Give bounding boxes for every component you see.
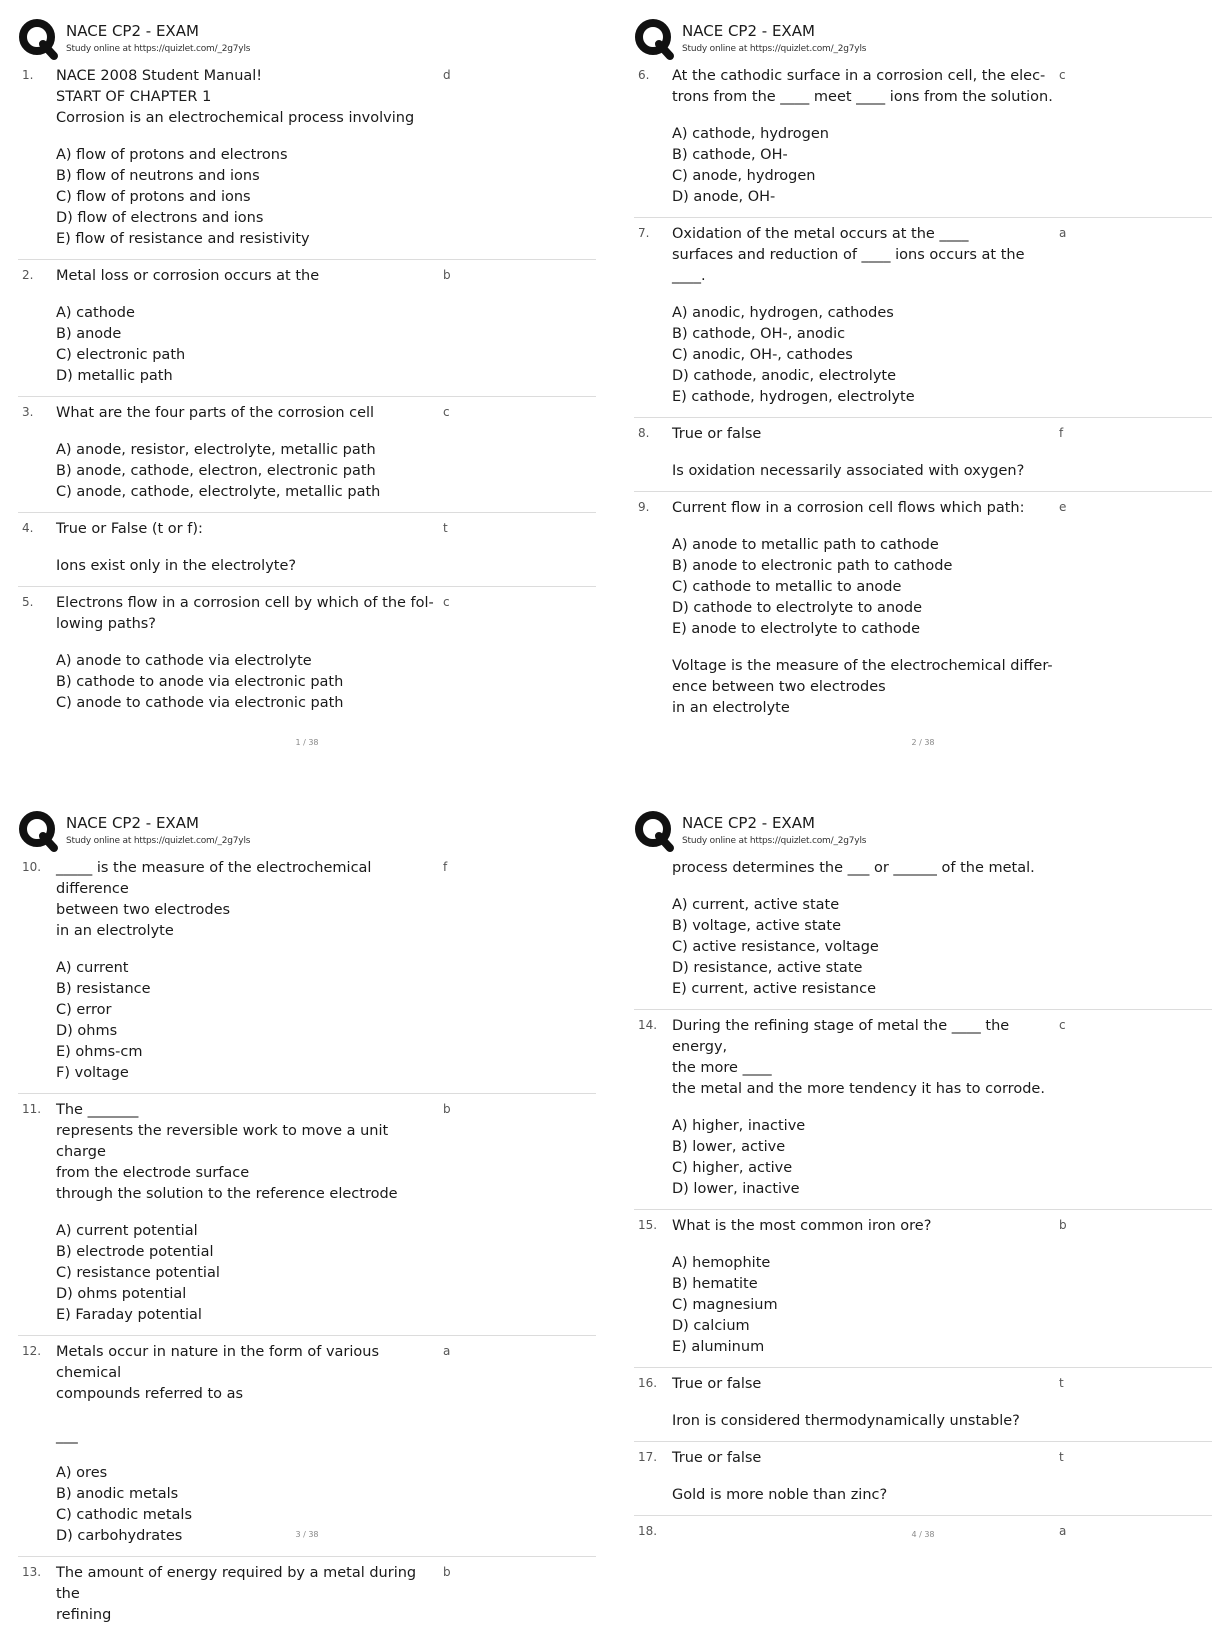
question-text [672, 1016, 1056, 1100]
answer-option: C) anode to cathode via electronic path [56, 695, 344, 711]
question-text-line: from the electrode surface [56, 1165, 250, 1181]
question-number: 11. [22, 1102, 42, 1116]
answer-option: A) anode to metallic path to cathode [672, 537, 939, 553]
exam-title: NACE CP2 - EXAM [682, 22, 815, 40]
answer-option: B) hematite [672, 1276, 758, 1292]
question-text-line: What are the four parts of the corrosion cell [56, 405, 375, 421]
question-row [18, 587, 596, 723]
question-number: 17. [638, 1450, 658, 1464]
answer-option: D) metallic path [56, 368, 173, 384]
question-number: 18. [638, 1524, 658, 1538]
study-link[interactable]: Study online at https://quizlet.com/_2g7yls [682, 44, 867, 54]
answer-option: B) voltage, active state [672, 918, 842, 934]
answer-option [672, 640, 1056, 656]
answer-option: B) resistance [56, 981, 151, 997]
page-number: 1 / 38 [295, 738, 319, 747]
answer-option: E) flow of resistance and resistivity [56, 231, 310, 247]
quizlet-logo-icon [634, 18, 674, 58]
answer-option: B) anodic metals [56, 1486, 179, 1502]
question-number: 8. [638, 426, 650, 440]
question-number: 16. [638, 1376, 658, 1390]
question-text-line: What is the most common iron ore? [672, 1218, 932, 1234]
question-text [56, 266, 440, 287]
question-answer: b [443, 1102, 451, 1116]
answer-option: C) error [56, 1002, 112, 1018]
page-header [18, 808, 596, 852]
question-text-line: _____ is the measure of the electrochemical difference [56, 860, 372, 897]
answer-option: D) cathode to electrolyte to anode [672, 600, 923, 616]
answer-option: A) anode to cathode via electrolyte [56, 653, 312, 669]
answer-options [672, 461, 1056, 482]
question-text-line: the metal and the more tendency it has to corrode. [672, 1081, 1045, 1097]
answer-option: E) cathode, hydrogen, electrolyte [672, 389, 915, 405]
answer-options [672, 895, 1056, 1000]
question-text [672, 66, 1056, 108]
answer-option: C) cathode to metallic to anode [672, 579, 902, 595]
answer-option: A) higher, inactive [672, 1118, 806, 1134]
answer-option: C) anode, hydrogen [672, 168, 816, 184]
answer-options [672, 535, 1056, 719]
question-answer: a [1059, 1524, 1067, 1538]
question-text-line: The _______ [56, 1102, 139, 1118]
answer-options [56, 145, 440, 250]
question-number: 10. [22, 860, 42, 874]
answer-option: C) active resistance, voltage [672, 939, 879, 955]
question-text [56, 403, 440, 424]
question-text-line: lowing paths? [56, 616, 157, 632]
answer-option: Is oxidation necessarily associated with oxygen? [672, 463, 1025, 479]
question-text-line: trons from the ____ meet ____ ions from the solution. [672, 89, 1053, 105]
answer-option: A) anode, resistor, electrolyte, metallic path [56, 442, 376, 458]
answer-option: C) cathodic metals [56, 1507, 193, 1523]
answer-option: C) anodic, OH-, cathodes [672, 347, 853, 363]
answer-option: C) electronic path [56, 347, 186, 363]
quizlet-logo-icon [18, 18, 58, 58]
question-text-line: START OF CHAPTER 1 [56, 89, 212, 105]
question-text [672, 424, 1056, 445]
question-number: 14. [638, 1018, 658, 1032]
question-answer: f [443, 860, 448, 874]
answer-option: D) cathode, anodic, electrolyte [672, 368, 897, 384]
answer-option: B) cathode, OH-, anodic [672, 326, 846, 342]
answer-option: E) ohms-cm [56, 1044, 143, 1060]
answer-option: C) flow of protons and ions [56, 189, 251, 205]
study-link[interactable]: Study online at https://quizlet.com/_2g7yls [66, 44, 251, 54]
answer-options [56, 440, 440, 503]
question-row [634, 1010, 1212, 1210]
answer-option: E) aluminum [672, 1339, 765, 1355]
question-text-line: True or false [672, 1450, 762, 1466]
question-number: 5. [22, 595, 34, 609]
question-answer: f [1059, 426, 1064, 440]
question-number: 4. [22, 521, 34, 535]
question-row [634, 218, 1212, 418]
question-number: 1. [22, 68, 34, 82]
question-text-line: surfaces and reduction of ____ ions occurs at the ____. [672, 247, 1025, 284]
question-text-line: True or false [672, 1376, 762, 1392]
answer-option: E) current, active resistance [672, 981, 876, 997]
question-text-line: The amount of energy required by a metal during the [56, 1565, 417, 1602]
answer-option: Voltage is the measure of the electrochemical differ- [672, 658, 1053, 674]
question-text-line: Current flow in a corrosion cell flows which path: [672, 500, 1025, 516]
answer-options [56, 556, 440, 577]
page-number: 4 / 38 [911, 1530, 935, 1539]
answer-option: B) anode to electronic path to cathode [672, 558, 953, 574]
question-text-line: refining [56, 1607, 112, 1623]
answer-option: B) electrode potential [56, 1244, 214, 1260]
question-answer: t [1059, 1450, 1064, 1464]
answer-option: D) flow of electrons and ions [56, 210, 264, 226]
page-1 [18, 16, 596, 786]
answer-options [672, 1253, 1056, 1358]
question-text-line: True or False (t or f): [56, 521, 203, 537]
question-answer: a [443, 1344, 451, 1358]
question-text-line: Oxidation of the metal occurs at the ____ [672, 226, 969, 242]
exam-title: NACE CP2 - EXAM [682, 814, 815, 832]
question-row [634, 60, 1212, 218]
question-number: 3. [22, 405, 34, 419]
question-number: 13. [22, 1565, 42, 1579]
question-text [56, 858, 440, 942]
answer-option: A) current [56, 960, 129, 976]
question-text-line: At the cathodic surface in a corrosion cell, the elec- [672, 68, 1046, 84]
page-number: 2 / 38 [911, 738, 935, 747]
question-answer: b [1059, 1218, 1067, 1232]
answer-options [56, 1221, 440, 1326]
answer-option: E) anode to electrolyte to cathode [672, 621, 921, 637]
answer-options [672, 124, 1056, 208]
question-text [672, 1448, 1056, 1469]
answer-option: D) carbohydrates [56, 1528, 183, 1544]
question-row [634, 1368, 1212, 1442]
page-3 [18, 808, 596, 1623]
question-row [18, 1094, 596, 1336]
answer-option: E) Faraday potential [56, 1307, 202, 1323]
question-text [56, 66, 440, 129]
question-text-line: represents the reversible work to move a unit charge [56, 1123, 389, 1160]
answer-option: F) voltage [56, 1065, 129, 1081]
question-text-line: Corrosion is an electrochemical process involving [56, 110, 415, 126]
quizlet-logo-icon [18, 810, 58, 850]
question-answer: b [443, 1565, 451, 1579]
exam-title: NACE CP2 - EXAM [66, 814, 199, 832]
question-text [56, 1563, 440, 1626]
page-number: 3 / 38 [295, 1530, 319, 1539]
question-row [18, 513, 596, 587]
answer-option: D) lower, inactive [672, 1181, 800, 1197]
question-answer: c [1059, 1018, 1066, 1032]
answer-option: Iron is considered thermodynamically unstable? [672, 1413, 1020, 1429]
question-text-line: in an electrolyte [56, 923, 174, 939]
question-row [634, 1210, 1212, 1368]
question-answer: c [443, 595, 450, 609]
question-answer: e [1059, 500, 1067, 514]
answer-option: B) cathode, OH- [672, 147, 788, 163]
question-text-line: Electrons flow in a corrosion cell by which of the fol- [56, 595, 434, 611]
question-row [18, 60, 596, 260]
question-row [18, 852, 596, 1094]
question-text-line: ___ [56, 1428, 78, 1444]
answer-option: in an electrolyte [672, 700, 790, 716]
question-text-line: process determines the ___ or ______ of the metal. [672, 860, 1035, 876]
question-text [672, 224, 1056, 287]
question-text-line: Metal loss or corrosion occurs at the [56, 268, 320, 284]
answer-options [56, 651, 440, 714]
page-4 [634, 808, 1212, 1578]
question-text [672, 498, 1056, 519]
question-text [56, 1342, 440, 1447]
answer-option: A) cathode, hydrogen [672, 126, 829, 142]
question-number: 12. [22, 1344, 42, 1358]
question-row [634, 418, 1212, 492]
question-text [56, 519, 440, 540]
answer-option: A) anodic, hydrogen, cathodes [672, 305, 894, 321]
question-text-line: Metals occur in nature in the form of various chemical [56, 1344, 380, 1381]
question-text [672, 1374, 1056, 1395]
answer-option: A) hemophite [672, 1255, 771, 1271]
answer-option: B) anode [56, 326, 122, 342]
answer-options [56, 958, 440, 1084]
question-answer: c [1059, 68, 1066, 82]
answer-option: A) current, active state [672, 897, 840, 913]
answer-option: Gold is more noble than zinc? [672, 1487, 888, 1503]
answer-option: C) magnesium [672, 1297, 778, 1313]
answer-option: C) higher, active [672, 1160, 793, 1176]
answer-option: C) anode, cathode, electrolyte, metallic path [56, 484, 381, 500]
study-link[interactable]: Study online at https://quizlet.com/_2g7yls [66, 836, 251, 846]
answer-option: B) flow of neutrons and ions [56, 168, 260, 184]
question-text-line: compounds referred to as [56, 1386, 244, 1402]
question-answer: t [443, 521, 448, 535]
answer-options [56, 303, 440, 387]
answer-options [672, 1411, 1056, 1432]
question-text-line: the more ____ [672, 1060, 772, 1076]
answer-option: D) ohms [56, 1023, 118, 1039]
question-row [18, 397, 596, 513]
question-row [18, 260, 596, 397]
question-row [634, 852, 1212, 1010]
answer-option: A) current potential [56, 1223, 198, 1239]
question-text [672, 858, 1056, 879]
answer-option: ence between two electrodes [672, 679, 886, 695]
question-text-line: During the refining stage of metal the ____ the energy, [672, 1018, 1010, 1055]
question-text [56, 1100, 440, 1205]
question-text [56, 593, 440, 635]
question-text-line: through the solution to the reference electrode [56, 1186, 398, 1202]
question-answer: a [1059, 226, 1067, 240]
answer-options [672, 303, 1056, 408]
page-header [634, 808, 1212, 852]
question-number: 6. [638, 68, 650, 82]
study-link[interactable]: Study online at https://quizlet.com/_2g7yls [682, 836, 867, 846]
question-row [634, 492, 1212, 728]
answer-option: A) ores [56, 1465, 108, 1481]
question-number: 15. [638, 1218, 658, 1232]
answer-option: D) ohms potential [56, 1286, 187, 1302]
question-answer: t [1059, 1376, 1064, 1390]
question-answer: c [443, 405, 450, 419]
answer-option: B) anode, cathode, electron, electronic path [56, 463, 376, 479]
answer-option: D) anode, OH- [672, 189, 776, 205]
question-number: 2. [22, 268, 34, 282]
answer-option: D) calcium [672, 1318, 750, 1334]
page-2 [634, 16, 1212, 786]
answer-option: Ions exist only in the electrolyte? [56, 558, 297, 574]
answer-options [672, 1485, 1056, 1506]
exam-title: NACE CP2 - EXAM [66, 22, 199, 40]
question-number: 9. [638, 500, 650, 514]
question-text-line [56, 1405, 440, 1426]
question-answer: d [443, 68, 451, 82]
answer-option: B) lower, active [672, 1139, 786, 1155]
answer-option: B) cathode to anode via electronic path [56, 674, 344, 690]
question-text-line: NACE 2008 Student Manual! [56, 68, 263, 84]
answer-options [672, 1116, 1056, 1200]
answer-option: C) resistance potential [56, 1265, 220, 1281]
question-row [18, 1336, 596, 1557]
page-header [18, 16, 596, 60]
question-row [18, 1557, 596, 1635]
question-number: 7. [638, 226, 650, 240]
question-text-line: between two electrodes [56, 902, 231, 918]
answer-option: A) flow of protons and electrons [56, 147, 288, 163]
question-row [634, 1442, 1212, 1516]
question-answer: b [443, 268, 451, 282]
answer-option: D) resistance, active state [672, 960, 863, 976]
page-header [634, 16, 1212, 60]
answer-option: A) cathode [56, 305, 135, 321]
question-text [672, 1216, 1056, 1237]
question-text-line: True or false [672, 426, 762, 442]
quizlet-logo-icon [634, 810, 674, 850]
